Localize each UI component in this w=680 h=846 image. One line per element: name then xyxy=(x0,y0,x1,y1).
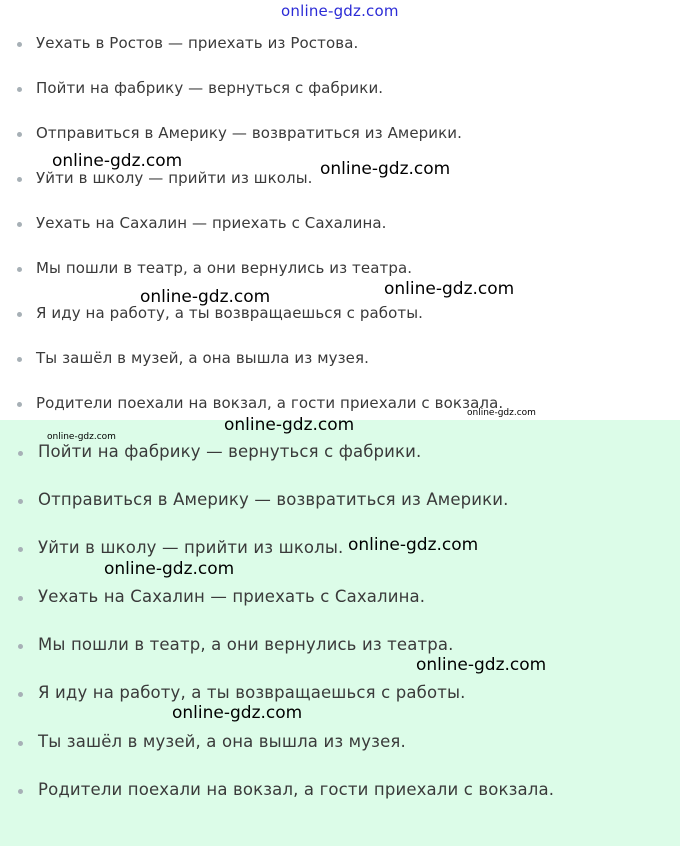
watermark: online-gdz.com xyxy=(52,151,183,171)
list-item: Уйти в школу — прийти из школы. xyxy=(36,169,313,187)
list-item: Мы пошли в театр, а они вернулись из театра. xyxy=(36,259,413,277)
list-item: Ты зашёл в музей, а она вышла из музея. xyxy=(36,349,369,367)
watermark: online-gdz.com xyxy=(104,559,235,579)
list-item: Пойти на фабрику — вернуться с фабрики. xyxy=(36,79,384,97)
watermark: online-gdz.com xyxy=(320,159,451,179)
list-item: Отправиться в Америку — возвратиться из Америки. xyxy=(36,124,463,142)
list-item: Пойти на фабрику — вернуться с фабрики. xyxy=(38,442,422,461)
list-item: Я иду на работу, а ты возвращаешься с работы. xyxy=(38,683,466,702)
list-item: Уехать в Ростов — приехать из Ростова. xyxy=(36,34,359,52)
list-item: Уехать на Сахалин — приехать с Сахалина. xyxy=(38,587,426,606)
list-item: Уехать на Сахалин — приехать с Сахалина. xyxy=(36,214,387,232)
watermark: online-gdz.com xyxy=(384,279,515,299)
watermark: online-gdz.com xyxy=(348,535,479,555)
list-item: Мы пошли в театр, а они вернулись из театра. xyxy=(38,635,454,654)
watermark: online-gdz.com xyxy=(140,287,271,307)
watermark: online-gdz.com xyxy=(172,703,303,723)
watermark: online-gdz.com xyxy=(224,415,355,435)
list-item: Родители поехали на вокзал, а гости приехали с вокзала. xyxy=(38,780,555,799)
list-item: Родители поехали на вокзал, а гости приехали с вокзала. xyxy=(36,394,504,412)
watermark: online-gdz.com xyxy=(47,432,116,442)
header-watermark: online-gdz.com xyxy=(281,2,399,20)
list-item: Ты зашёл в музей, а она вышла из музея. xyxy=(38,732,406,751)
watermark: online-gdz.com xyxy=(467,408,536,418)
list-item: Отправиться в Америку — возвратиться из Америки. xyxy=(38,490,509,509)
list-item: Я иду на работу, а ты возвращаешься с работы. xyxy=(36,304,424,322)
list-item: Уйти в школу — прийти из школы. xyxy=(38,538,344,557)
watermark: online-gdz.com xyxy=(416,655,547,675)
